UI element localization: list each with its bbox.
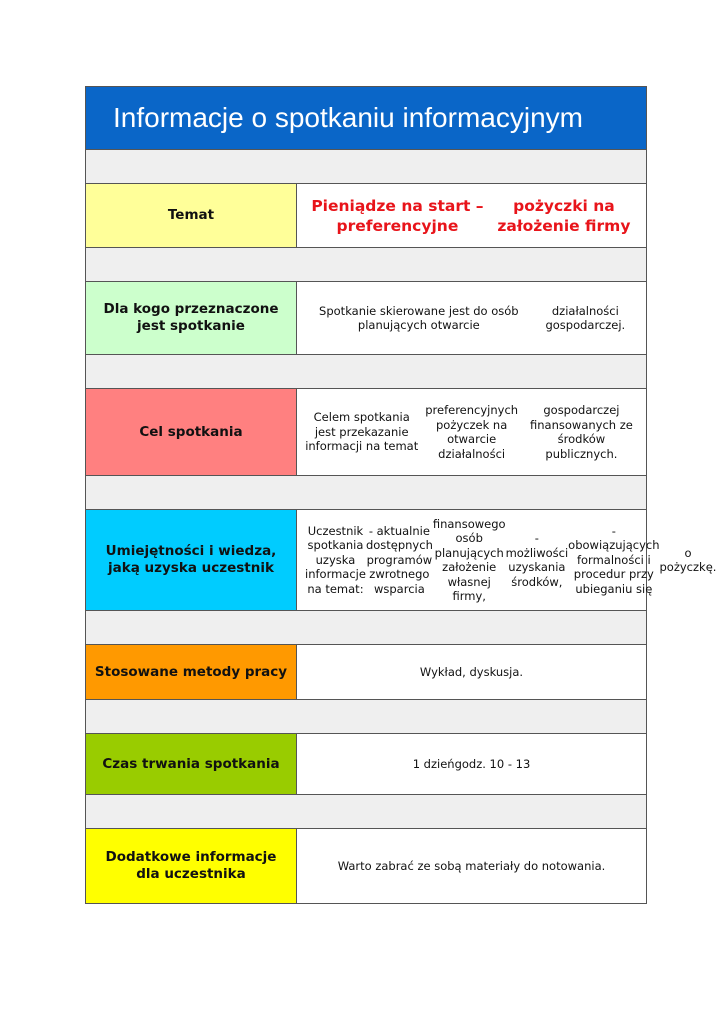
row-value	[297, 510, 724, 610]
spacer-row	[86, 248, 646, 282]
row-label: Dodatkowe informacje dla uczestnika	[86, 829, 297, 903]
row-methods	[86, 645, 646, 700]
value-line: finansowego osób planujących założenie własnej firmy,	[432, 516, 506, 603]
value-line: - aktualnie dostępnych programów zwrotnego wsparcia	[365, 523, 433, 596]
page-title: Informacje o spotkaniu informacyjnym	[86, 87, 646, 150]
spacer-row	[86, 700, 646, 734]
spacer-row	[86, 795, 646, 829]
value-line: Celem spotkania jest przekazanie informacji na temat	[305, 410, 419, 454]
row-topic	[86, 184, 646, 248]
row-value	[297, 645, 646, 699]
row-label: Cel spotkania	[86, 389, 297, 475]
value-line: - obowiązujących formalności i procedur przy ubieganiu się	[568, 523, 660, 596]
value-line: Wykład, dyskusja.	[419, 664, 524, 679]
value-line: preferencyjnych pożyczek na otwarcie działalności	[425, 403, 519, 461]
value-line: gospodarczej finansowanych ze środków publicznych.	[530, 403, 633, 461]
value-line: Spotkanie skierowane jest do osób planujących otwarcie	[319, 303, 519, 332]
spacer-row	[86, 150, 646, 184]
value-line: - możliwości uzyskania środków,	[505, 531, 569, 589]
value-line: godz. 10 - 13	[454, 756, 531, 771]
row-value	[297, 734, 646, 794]
info-table	[85, 86, 717, 904]
row-value	[297, 282, 646, 354]
spacer-row	[86, 611, 646, 645]
row-skills	[86, 510, 717, 611]
value-line: Warto zabrać ze sobą materiały do notowania.	[337, 858, 606, 873]
row-label: Dla kogo przeznaczone jest spotkanie	[86, 282, 297, 354]
row-label: Stosowane metody pracy	[86, 645, 297, 699]
row-label: Temat	[86, 184, 297, 247]
value-line: o pożyczkę.	[659, 545, 717, 574]
row-additional	[86, 829, 646, 903]
value-line: Pieniądze na start – preferencyjne	[311, 196, 484, 235]
spacer-row	[86, 355, 646, 389]
row-value	[297, 184, 646, 247]
value-line: działalności gospodarczej.	[545, 303, 626, 332]
spacer-row	[86, 476, 646, 510]
value-line: Uczestnik spotkania uzyska informacje na temat:	[305, 523, 366, 596]
row-duration	[86, 734, 646, 795]
row-value	[297, 389, 646, 475]
value-line: pożyczki na założenie firmy	[497, 196, 631, 235]
value-line: 1 dzień	[412, 756, 455, 771]
row-label: Czas trwania spotkania	[86, 734, 297, 794]
row-audience	[86, 282, 646, 355]
row-value	[297, 829, 646, 903]
row-label: Umiejętności i wiedza, jaką uzyska uczestnik	[86, 510, 297, 610]
row-goal	[86, 389, 646, 476]
